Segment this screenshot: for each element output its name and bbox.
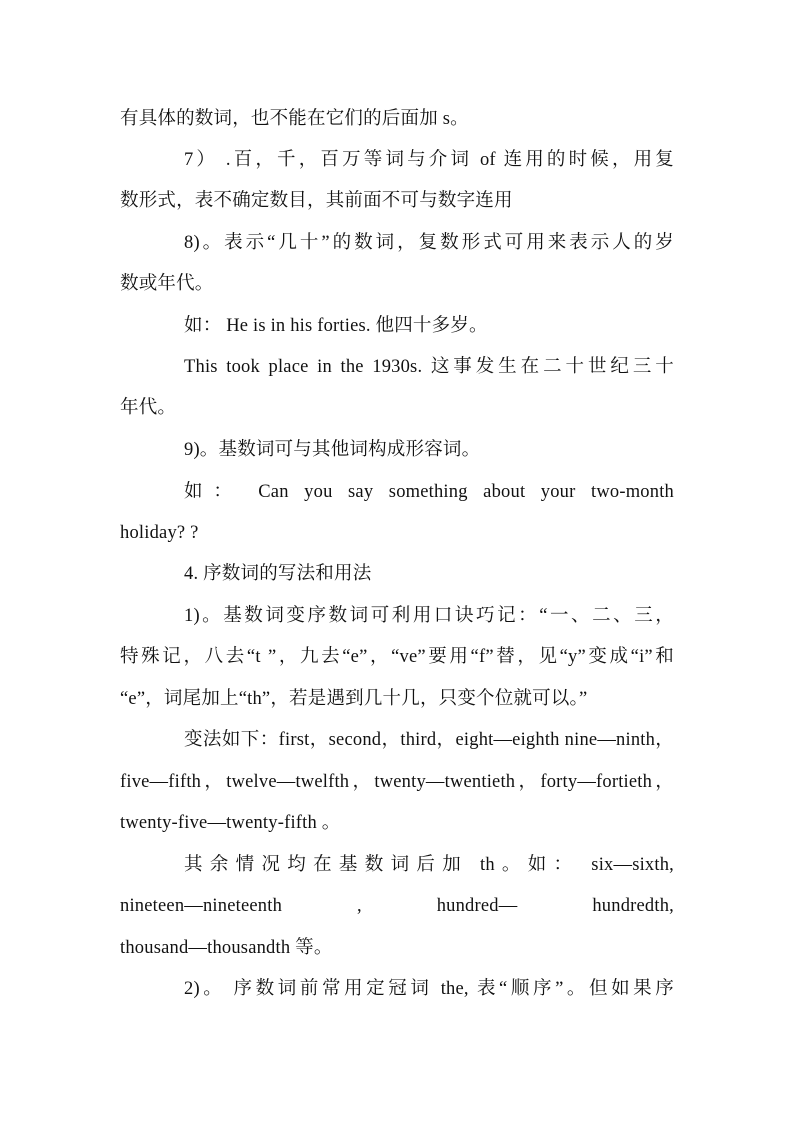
text-line: 数形式，表不确定数目，其前面不可与数字连用 [120, 191, 513, 211]
section-heading: 4. 序数词的写法和用法 [184, 564, 372, 584]
text-line: 9)。基数词可与其他词构成形容词。 [184, 440, 481, 460]
text-line: 数或年代。 [120, 274, 214, 294]
text-line: holiday? ? [120, 523, 199, 543]
text-line: 8)。表示“几十”的数词，复数形式可用来表示人的岁 [184, 233, 674, 253]
text-line: 1)。基数词变序数词可利用口诀巧记：“一、二、三， [184, 606, 674, 626]
text-line: 如： He is in his forties. 他四十多岁。 [184, 316, 488, 336]
text-line: 特殊记，八去“t ”，九去“e”，“ve”要用“f”替，见“y”变成“i”和 [120, 647, 674, 667]
text-line: 其余情况均在基数词后加 th。如： six—sixth, [184, 855, 674, 875]
text-line: nineteen—nineteenth , hundred— hundredth, [120, 896, 674, 916]
text-line: This took place in the 1930s. 这事发生在二十世纪三十 [184, 357, 674, 377]
text-line: 有具体的数词，也不能在它们的后面加 s。 [120, 109, 469, 129]
text-line: 年代。 [120, 398, 177, 418]
text-line: thousand—thousandth 等。 [120, 938, 333, 958]
text-line: 变法如下：first，second，third，eight—eighth nine—ninth， [184, 730, 674, 750]
text-line: twenty-five—twenty-fifth 。 [120, 813, 341, 833]
text-line: 如： Can you say something about your two-month [184, 482, 674, 502]
text-line: “e”，词尾加上“th”，若是遇到几十几，只变个位就可以。” [120, 689, 588, 709]
text-line: 2)。 序数词前常用定冠词 the, 表“顺序”。但如果序 [184, 979, 674, 999]
text-line: five—fifth，twelve—twelfth，twenty—twentieth，forty—fortieth， [120, 772, 674, 792]
text-line: 7） .百，千，百万等词与介词 of 连用的时候，用复 [184, 150, 674, 170]
